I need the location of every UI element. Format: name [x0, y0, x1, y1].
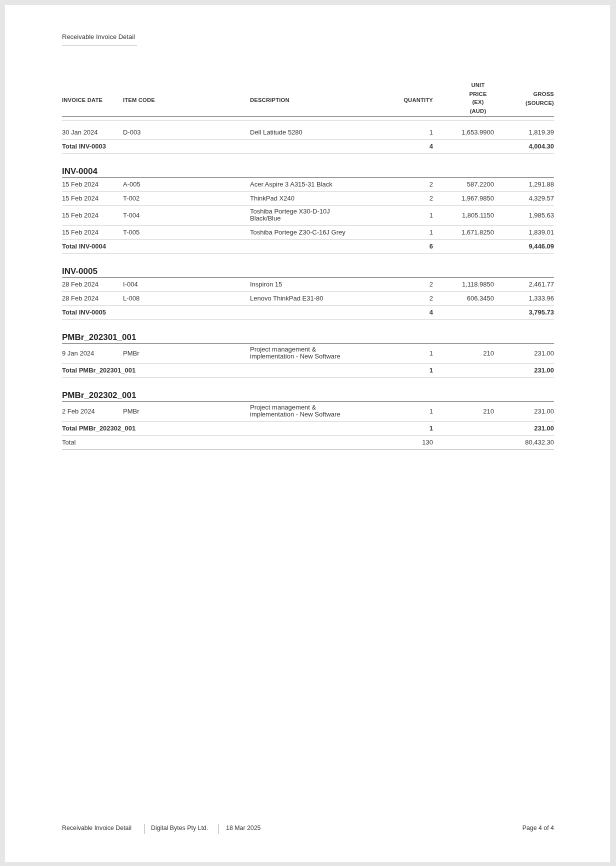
total-quantity: 4 [429, 143, 433, 150]
total-quantity: 4 [429, 309, 433, 316]
total-gross: 3,795.73 [528, 309, 554, 316]
cell-quantity: 1 [429, 212, 433, 219]
footer-divider [144, 824, 145, 834]
header-unit-price-line: (EX) [472, 100, 484, 106]
grand-total-gross: 80,432.30 [525, 439, 554, 446]
group-title: PMBr_202302_001 [62, 390, 137, 400]
description-line: implementation - New Software [250, 411, 341, 419]
cell-gross: 1,291.88 [528, 181, 554, 188]
cell-item-code: I-004 [123, 281, 138, 288]
cell-unit-price: 1,671.8250 [461, 229, 494, 236]
cell-item-code: T-004 [123, 212, 140, 219]
group-title: INV-0005 [62, 266, 98, 276]
cell-date: 15 Feb 2024 [62, 229, 99, 236]
header-unit-price-line: PRICE [469, 91, 487, 98]
cell-gross: 2,461.77 [528, 281, 554, 288]
total-gross: 9,446.09 [528, 243, 554, 250]
group-total-row [62, 364, 554, 378]
footer-divider [218, 824, 219, 834]
group-total-row [62, 306, 554, 320]
total-label: Total INV-0004 [62, 243, 106, 250]
cell-date: 28 Feb 2024 [62, 295, 99, 302]
table-row [62, 206, 554, 226]
grand-total-label: Total [62, 439, 76, 446]
cell-quantity: 2 [429, 181, 433, 188]
header-invoice-date: INVOICE DATE [62, 98, 103, 104]
cell-description [250, 295, 323, 303]
description-line: Acer Aspire 3 A315-31 Black [250, 180, 333, 188]
group-heading [62, 262, 554, 278]
cell-quantity: 1 [429, 350, 433, 357]
description-line: Project management & [250, 404, 317, 411]
cell-date: 28 Feb 2024 [62, 281, 99, 288]
cell-gross: 4,329.57 [528, 195, 554, 202]
total-label: Total INV-0005 [62, 309, 106, 316]
group-total-row [62, 140, 554, 154]
total-gross: 231.00 [534, 425, 554, 432]
grand-total-quantity: 130 [422, 439, 433, 446]
cell-gross: 1,333.96 [528, 295, 554, 302]
group-heading [62, 386, 554, 402]
cell-unit-price: 1,805.1150 [461, 212, 494, 219]
cell-gross: 231.00 [534, 350, 554, 357]
cell-quantity: 1 [429, 408, 433, 415]
header-item-code: ITEM CODE [123, 98, 155, 104]
cell-date: 15 Feb 2024 [62, 181, 99, 188]
cell-date: 15 Feb 2024 [62, 195, 99, 202]
cell-unit-price: 587.2200 [466, 181, 494, 188]
cell-gross: 231.00 [534, 408, 554, 415]
table-row [62, 344, 554, 364]
cell-item-code: L-008 [123, 295, 140, 302]
table-row [62, 192, 554, 206]
page-footer [62, 825, 554, 835]
cell-unit-price: 210 [483, 408, 494, 415]
cell-unit-price: 606.3450 [466, 295, 494, 302]
cell-unit-price: 1,967.9850 [461, 195, 494, 202]
cell-unit-price: 1,118.9850 [461, 281, 494, 288]
cell-item-code: PMBr [123, 408, 140, 415]
cell-unit-price: 210 [483, 350, 494, 357]
total-gross: 231.00 [534, 367, 554, 374]
cell-gross: 1,985.63 [528, 212, 554, 219]
group-title: INV-0004 [62, 166, 98, 176]
total-label: Total PMBr_202301_001 [62, 367, 136, 374]
header-unit-price-line: UNIT [471, 83, 485, 89]
description-line: Inspiron 15 [250, 280, 283, 288]
header-gross-line: (SOURCE) [525, 100, 554, 107]
table-row [62, 226, 554, 240]
total-quantity: 1 [429, 367, 433, 374]
footer-page-number: Page 4 of 4 [522, 825, 554, 832]
total-quantity: 6 [429, 243, 433, 250]
total-gross: 4,004.30 [528, 143, 554, 150]
description-line: Toshiba Portege Z30-C-16J Grey [250, 228, 346, 236]
cell-quantity: 2 [429, 295, 433, 302]
description-line: Project management & [250, 346, 317, 353]
cell-description: Dell Latitude 5280 [250, 128, 303, 136]
cell-quantity: 1 [429, 129, 433, 136]
description-line: Toshiba Portege X30-D-10J [250, 208, 330, 215]
cell-item-code: T-002 [123, 195, 140, 202]
header-gross-line: GROSS [533, 92, 554, 98]
group-total-row [62, 240, 554, 254]
cell-quantity: 2 [429, 281, 433, 288]
report-page [5, 5, 610, 862]
footer-date: 18 Mar 2025 [226, 825, 261, 832]
header-description: DESCRIPTION [250, 98, 290, 104]
cell-description [250, 229, 345, 237]
group-heading [62, 162, 554, 178]
table-header [62, 77, 554, 117]
description-line: Lenovo ThinkPad E31-80 [250, 294, 324, 302]
cell-item-code: D-003 [123, 129, 141, 136]
cell-quantity: 1 [429, 229, 433, 236]
cell-item-code: A-005 [123, 181, 141, 188]
cell-item-code: T-005 [123, 229, 140, 236]
invoice-table [62, 117, 554, 450]
total-quantity: 1 [429, 425, 433, 432]
total-label: Total PMBr_202302_001 [62, 425, 136, 432]
cell-item-code: PMBr [123, 350, 140, 357]
invoice-groups [62, 154, 554, 436]
description-line: ThinkPad X240 [250, 194, 295, 202]
cell-gross: 1,819.39 [528, 129, 554, 136]
document-title: Receivable Invoice Detail [62, 34, 137, 46]
header-gross [518, 91, 554, 108]
cell-date: 15 Feb 2024 [62, 212, 99, 219]
cell-description [250, 181, 332, 189]
table-row [62, 178, 554, 192]
cell-description [250, 346, 340, 361]
cell-date: 30 Jan 2024 [62, 129, 98, 136]
grand-total-row [62, 436, 554, 450]
cell-quantity: 2 [429, 195, 433, 202]
group-title: PMBr_202301_001 [62, 332, 137, 342]
cell-description [250, 404, 340, 419]
table-row [62, 402, 554, 422]
header-quantity: QUANTITY [403, 98, 433, 104]
table-row [62, 126, 554, 140]
description-line: Black/Blue [250, 215, 281, 223]
cell-unit-price: 1,653.9900 [461, 129, 494, 136]
cell-gross: 1,839.01 [528, 229, 554, 236]
table-row [62, 278, 554, 292]
description-line: implementation - New Software [250, 353, 341, 361]
cell-date: 9 Jan 2024 [62, 350, 95, 357]
cell-description [250, 208, 330, 223]
total-label: Total INV-0003 [62, 143, 106, 150]
group-total-row [62, 422, 554, 436]
header-unit-price-line: (AUD) [469, 108, 487, 115]
header-unit-price [462, 82, 494, 116]
group-heading [62, 328, 554, 344]
cell-description [250, 281, 282, 289]
footer-company: Digital Bytes Pty Ltd. [151, 825, 209, 832]
footer-report-name: Receivable Invoice Detail [62, 825, 132, 832]
cell-date: 2 Feb 2024 [62, 408, 95, 415]
cell-description [250, 195, 294, 203]
table-row [62, 292, 554, 306]
